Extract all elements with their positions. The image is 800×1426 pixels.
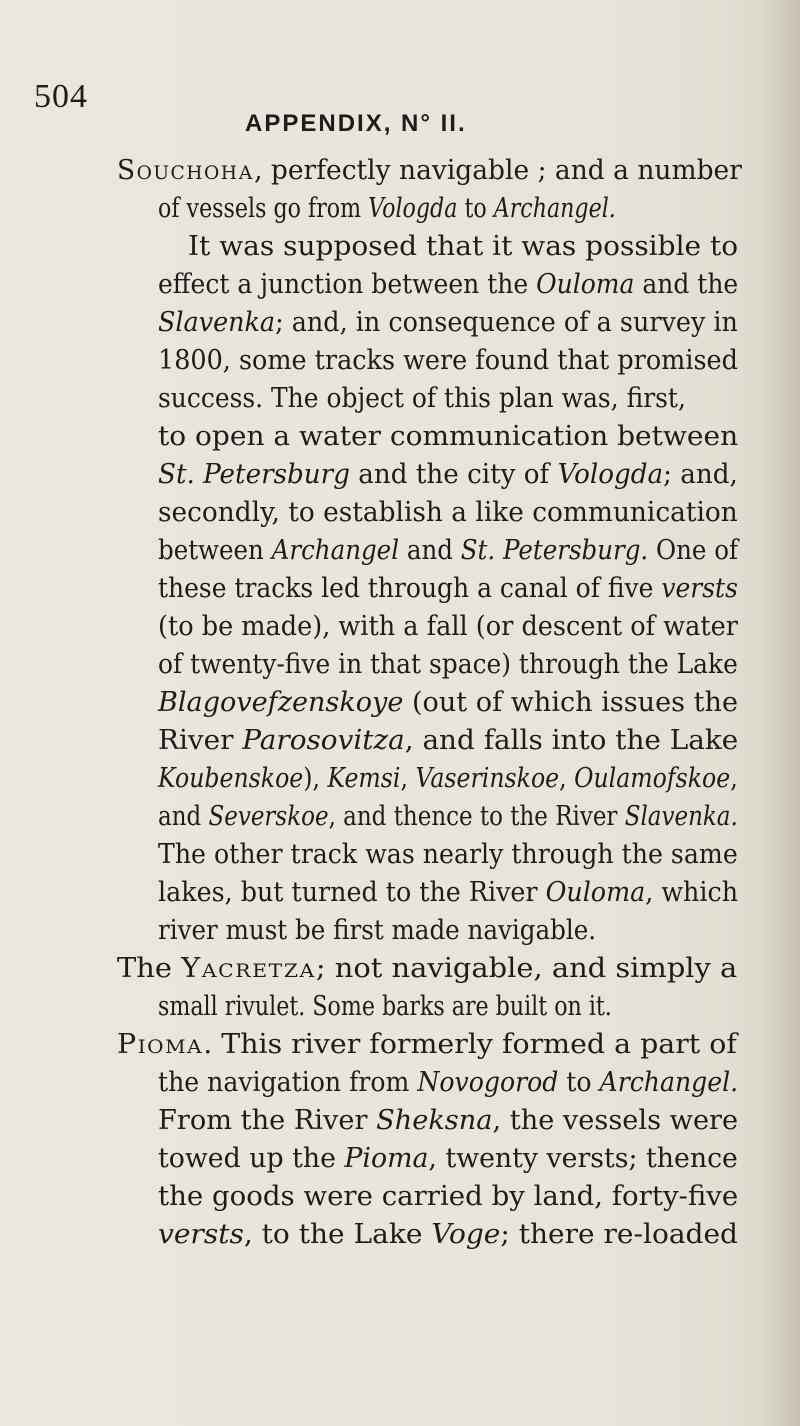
text-run: ; not navigable, and simply a <box>315 953 738 984</box>
text-run: Yacretza <box>181 953 316 984</box>
text-run: St. Petersburg. <box>460 535 649 566</box>
text-run: Ouloma <box>536 269 635 300</box>
text-run: Soucнона <box>117 155 255 186</box>
text-line <box>158 190 616 228</box>
text-run: to <box>558 1067 600 1098</box>
text-run: to <box>457 193 494 224</box>
text-run: of vessels go from <box>158 193 369 224</box>
text-run: between <box>158 535 272 566</box>
text-run: , <box>730 763 738 794</box>
page-number: 504 <box>34 78 88 115</box>
text-run: Oulamofskoe <box>574 763 731 794</box>
text-run: the goods were carried by land, forty-five <box>158 1181 739 1212</box>
text-run: Slavenka. <box>624 801 738 832</box>
text-run: Parosovitza <box>242 725 405 756</box>
text-line <box>117 950 737 988</box>
text-run: Severskoe <box>208 801 329 832</box>
text-run: versts <box>158 1219 244 1250</box>
text-line <box>158 722 738 760</box>
text-run: Kemsi <box>327 763 401 794</box>
text-run: It was supposed that it was possible to <box>188 231 739 262</box>
text-run: lakes, but turned to the River <box>158 877 546 908</box>
text-run: the navigation from <box>158 1067 418 1098</box>
text-run: Vaserinskoe <box>415 763 560 794</box>
text-line <box>158 342 738 380</box>
text-line <box>158 266 738 304</box>
text-line <box>158 532 738 570</box>
text-run: , perfectly navigable ; and a number <box>254 155 742 186</box>
text-run: Sheksna <box>376 1105 493 1136</box>
text-run: , and thence to the River <box>328 801 625 832</box>
text-run: Archangel. <box>599 1067 739 1098</box>
text-run: Pioma <box>117 1029 204 1060</box>
text-run: secondly, to establish a like communication <box>158 497 738 528</box>
text-run: One of <box>648 535 739 566</box>
text-run: ), <box>303 763 328 794</box>
text-run: (out of which issues the <box>403 687 739 718</box>
text-run: ; there re-loaded <box>500 1219 739 1250</box>
text-run: From the River <box>158 1105 377 1136</box>
text-line <box>158 570 738 608</box>
text-run: ; and, in consequence of a survey in <box>275 307 738 338</box>
text-line <box>158 646 738 684</box>
text-run: Novogorod <box>417 1067 559 1098</box>
text-line <box>158 1140 738 1178</box>
text-run: Blagovefzenskoye <box>158 687 404 718</box>
text-line <box>158 1064 738 1102</box>
text-run: , <box>400 763 416 794</box>
text-line <box>158 988 612 1026</box>
text-run: these tracks led through a canal of five <box>158 573 662 604</box>
text-line <box>158 874 738 912</box>
text-run: Archangel <box>271 535 400 566</box>
text-run: Vologda <box>368 193 458 224</box>
text-run: (to be made), with a fall (or descent of water <box>158 611 738 642</box>
text-run: The other track was nearly through the same <box>158 839 738 870</box>
text-line <box>158 608 738 646</box>
text-run: Archangel. <box>493 193 616 224</box>
text-line <box>158 836 738 874</box>
text-line <box>158 760 738 798</box>
text-line <box>158 1216 738 1254</box>
text-run: ; and, <box>663 459 738 490</box>
text-run: . This river formerly formed a part of <box>203 1029 737 1060</box>
text-line <box>158 1178 738 1216</box>
text-run: , <box>559 763 575 794</box>
text-line <box>158 1102 738 1140</box>
text-run: Ouloma <box>545 877 646 908</box>
text-line <box>188 228 738 266</box>
text-line <box>158 798 738 836</box>
text-run: and <box>158 801 209 832</box>
text-run: and the <box>634 269 739 300</box>
text-run: Slavenka <box>158 307 276 338</box>
text-line <box>117 152 742 190</box>
text-run: effect a junction between the <box>158 269 537 300</box>
text-run: and <box>399 535 461 566</box>
text-run: St. Petersburg <box>158 459 350 490</box>
text-run: towed up the <box>158 1143 345 1174</box>
text-run: , and falls into the Lake <box>404 725 739 756</box>
text-line <box>158 380 686 418</box>
page-edge-shadow <box>760 0 800 1426</box>
text-run: Koubenskoe <box>158 763 304 794</box>
text-run: The <box>117 953 182 984</box>
text-run: success. The object of this plan was, first, <box>158 383 686 414</box>
text-run: of twenty-five in that space) through the Lake <box>158 649 738 680</box>
text-line <box>158 304 738 342</box>
text-run: river must be first made navigable. <box>158 915 597 946</box>
text-line <box>158 912 596 950</box>
text-run: and the city of <box>349 459 558 490</box>
text-run: , to the Lake <box>243 1219 432 1250</box>
text-run: , twenty versts; thence <box>428 1143 738 1174</box>
text-run: versts <box>661 573 738 604</box>
text-line <box>158 494 738 532</box>
text-run: to open a water communication between <box>158 421 739 452</box>
text-run: , the vessels were <box>492 1105 739 1136</box>
running-head: APPENDIX, N° II. <box>245 110 467 137</box>
text-line <box>117 1026 737 1064</box>
text-run: Vologda <box>557 459 664 490</box>
text-run: 1800, some tracks were found that promised <box>158 345 738 376</box>
text-run: River <box>158 725 243 756</box>
text-run: , which <box>645 877 739 908</box>
text-line <box>158 456 738 494</box>
text-run: Pioma <box>344 1143 429 1174</box>
text-line <box>158 418 738 456</box>
text-run: small rivulet. Some barks are built on it. <box>158 991 612 1022</box>
text-run: Voge <box>431 1219 501 1250</box>
text-line <box>158 684 738 722</box>
